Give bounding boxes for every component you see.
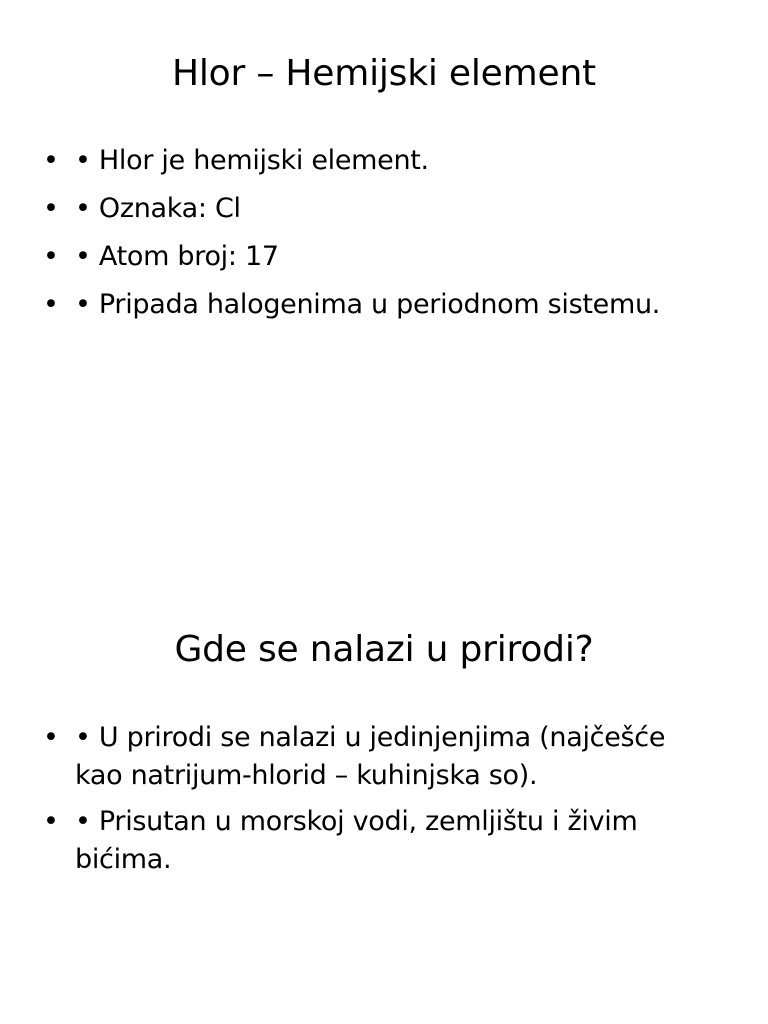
list-item (40, 238, 720, 276)
slide-title: Hlor – Hemijski element (172, 53, 596, 94)
bullet-text: • U prirodi se nalazi u jedinjenjima (najčešće kao natrijum-hlorid – kuhinjska so). (75, 722, 666, 791)
list-item (40, 719, 720, 795)
bullet-text: • Pripada halogenima u periodnom sistemu. (75, 289, 661, 320)
list-item (40, 286, 720, 324)
slide-title: Gde se nalazi u prirodi? (174, 629, 594, 670)
bullet-text: • Prisutan u morskoj vodi, zemljištu i živim bićima. (75, 806, 638, 875)
list-item (40, 190, 720, 228)
bullet-marker: • (43, 193, 59, 224)
slide-2 (0, 576, 768, 1024)
bullet-list (40, 142, 720, 334)
list-item (40, 803, 720, 879)
list-item (40, 142, 720, 180)
bullet-text: • Hlor je hemijski element. (75, 145, 429, 176)
bullet-list (40, 719, 720, 887)
bullet-marker: • (43, 145, 59, 176)
bullet-text: • Atom broj: 17 (75, 241, 279, 272)
bullet-marker: • (43, 806, 59, 837)
bullet-marker: • (43, 722, 59, 753)
bullet-marker: • (43, 241, 59, 272)
bullet-marker: • (43, 289, 59, 320)
bullet-text: • Oznaka: Cl (75, 193, 241, 224)
